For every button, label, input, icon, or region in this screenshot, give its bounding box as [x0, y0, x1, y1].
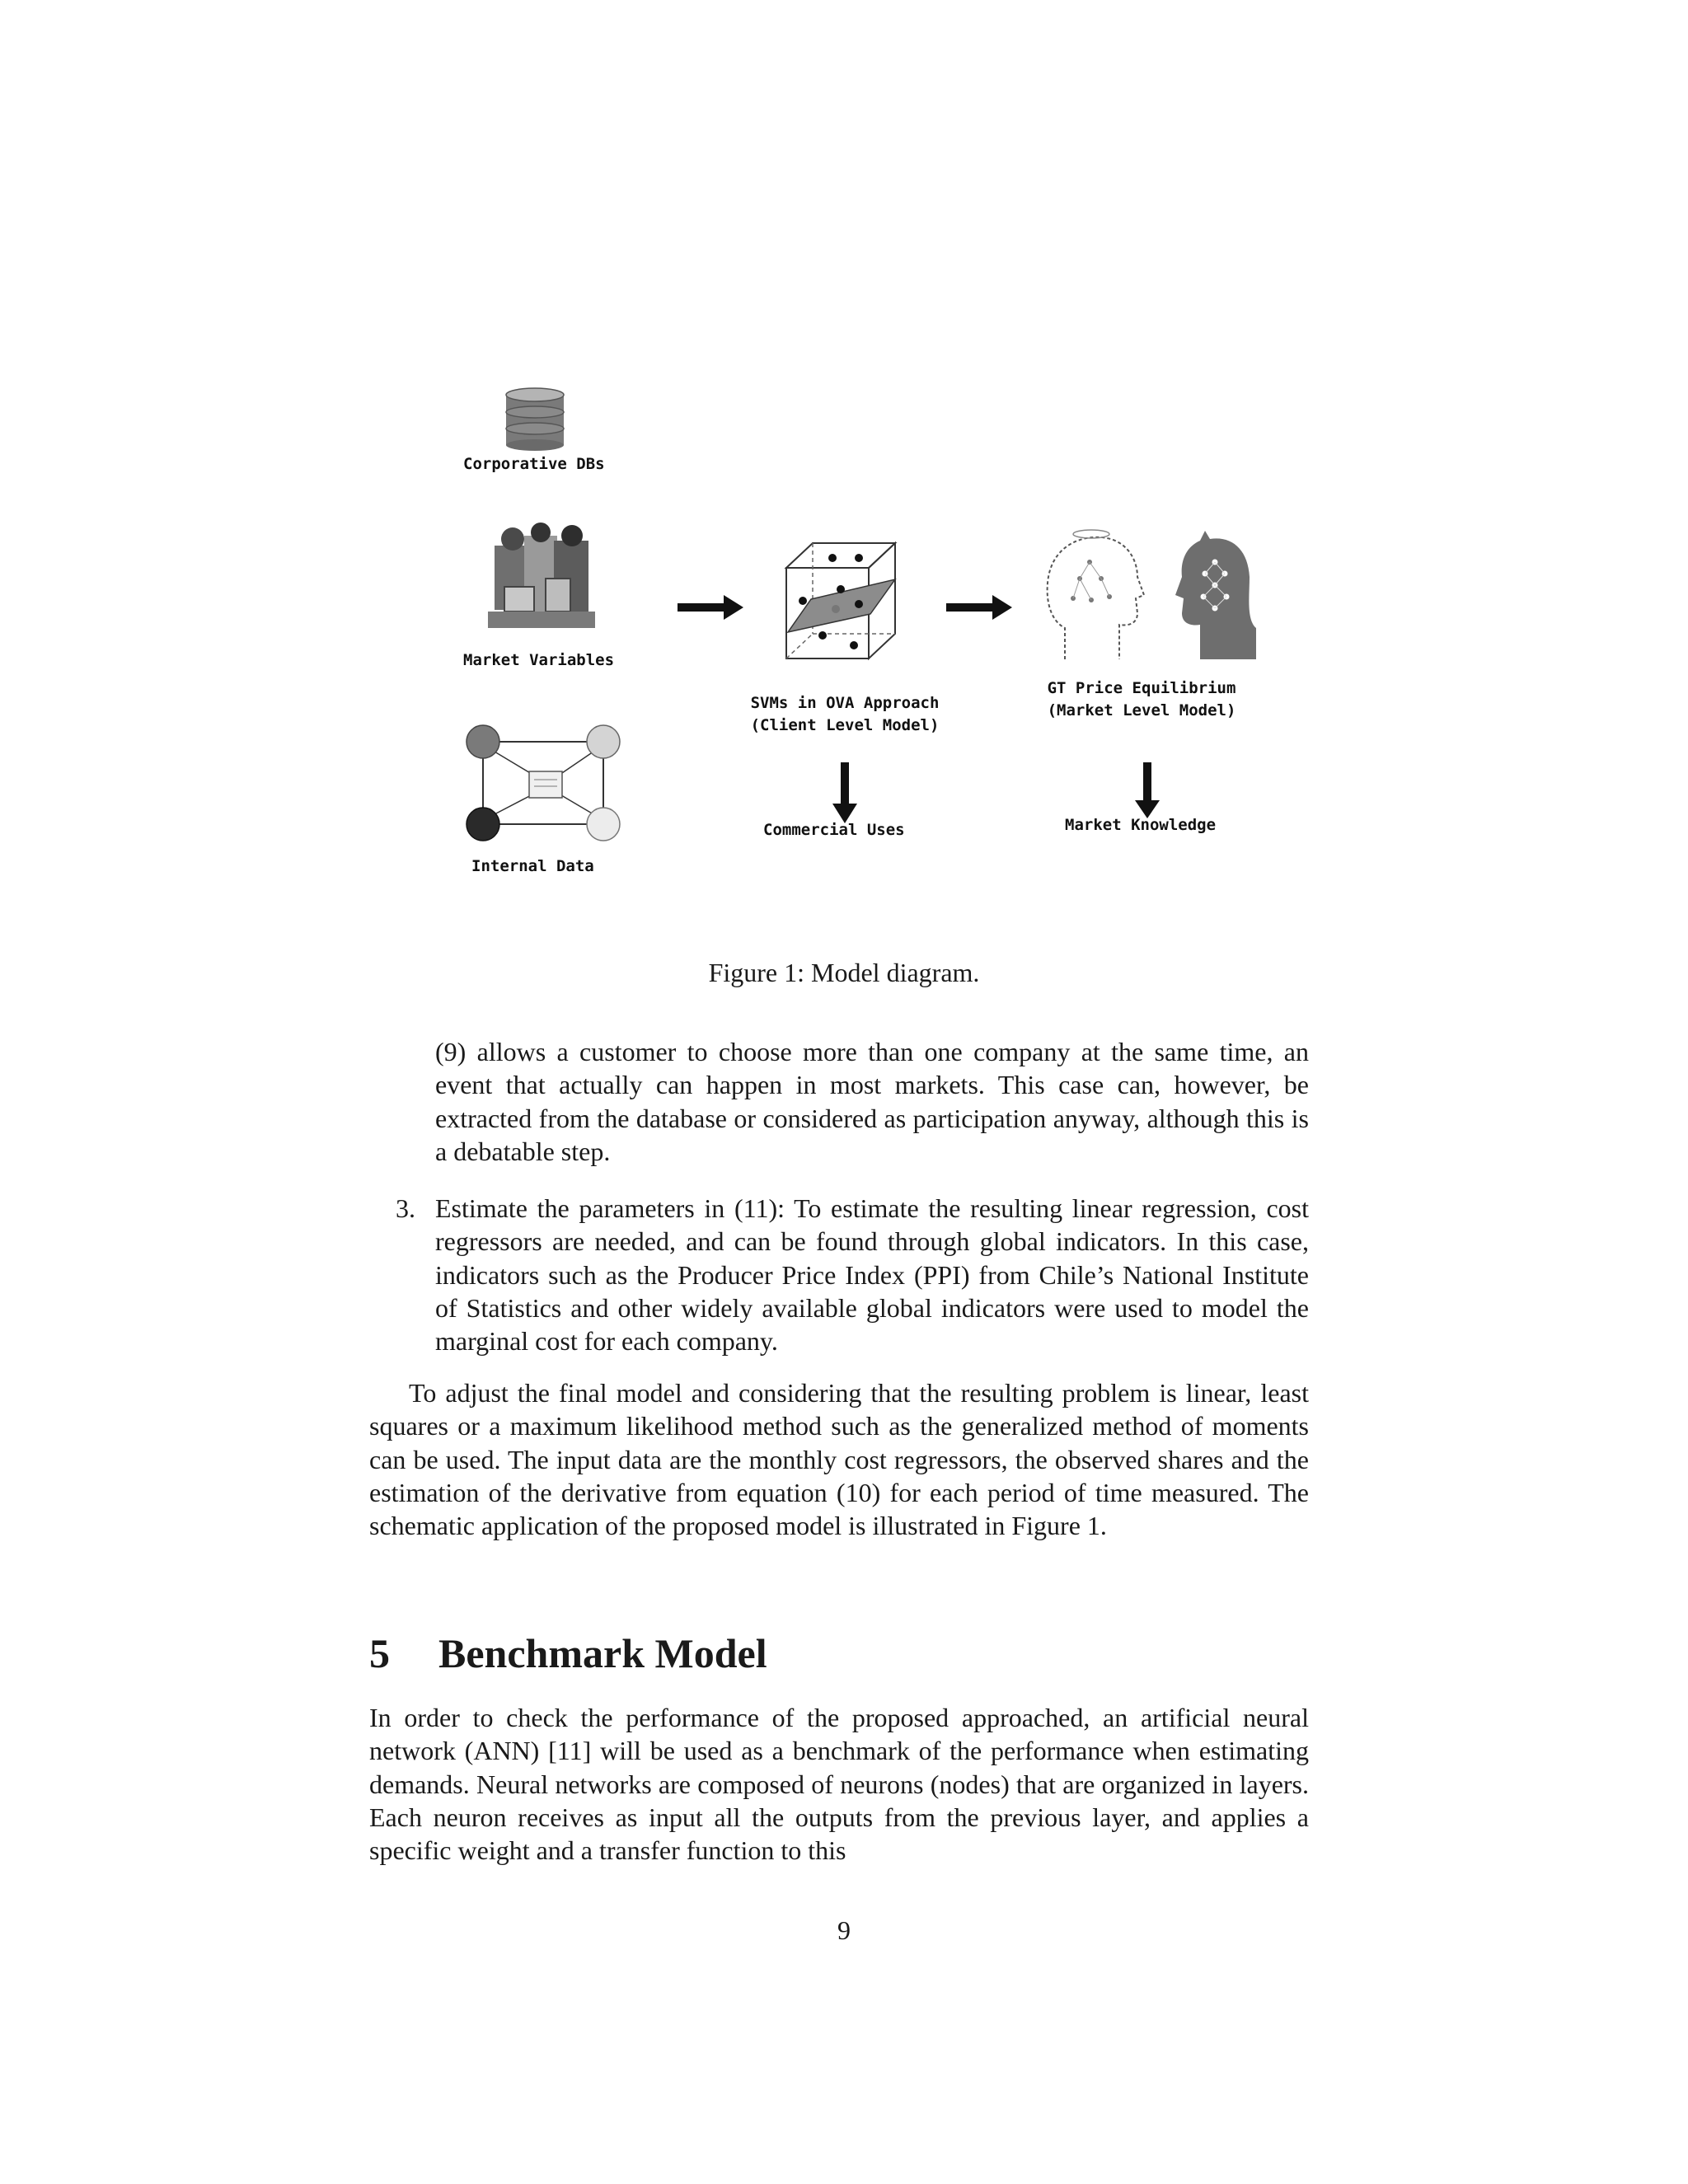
- paragraph-continuation: (9) allows a customer to choose more than one company at the same time, an event that actually can happen in most markets. This case can, however, be extracted from the database or considered as participation anyway, although this is a debatable step.: [435, 1037, 1309, 1166]
- label-svm-line1: SVMs in OVA Approach: [750, 694, 940, 712]
- database-icon: [504, 387, 565, 452]
- internal-data-diagram: [462, 717, 626, 849]
- label-svm-line2: (Client Level Model): [750, 716, 940, 734]
- section-number: 5: [369, 1630, 390, 1676]
- head-profiles-icon: [1040, 529, 1258, 661]
- section-heading: [369, 1629, 767, 1677]
- paragraph-adjust: To adjust the final model and considering that the resulting problem is linear, least squares or a maximum likelihood method such as the generalized method of moments can be used. The input data are the monthly cost regressors, the observed shares and the estimation of the derivative from equation (10) for each period of time measured. The schematic application of the proposed model is illustrated in Figure 1.: [369, 1378, 1309, 1541]
- market-variables-photo: [488, 521, 595, 628]
- svm-cube-diagram: [783, 540, 915, 663]
- section-title: Benchmark Model: [438, 1630, 767, 1676]
- arrow-down-icon: [1135, 762, 1160, 818]
- arrow-right-icon: [678, 595, 743, 620]
- arrow-right-icon: [946, 595, 1012, 620]
- paragraph-benchmark: In order to check the performance of the proposed approached, an artificial neural network (ANN) [11] will be used as a benchmark of the performance when estimating demands. Neural networks are composed of neurons (nodes) that are organized in layers. Each neuron receives as input all the outputs from the previous layer, and applies a specific weight and a transfer function to this: [369, 1703, 1309, 1866]
- figure-caption: Figure 1: Model diagram.: [708, 958, 980, 987]
- label-market-variables: Market Variables: [463, 651, 615, 669]
- label-gt-line2: (Market Level Model): [1047, 701, 1236, 719]
- page-number: 9: [837, 1915, 851, 1945]
- label-gt-equilibrium: [1022, 677, 1261, 722]
- list-item-number: 3.: [396, 1193, 415, 1223]
- arrow-down-icon: [832, 762, 857, 823]
- label-svm-approach: [725, 692, 964, 737]
- label-market-knowledge: Market Knowledge: [1065, 816, 1217, 834]
- label-internal-data: Internal Data: [471, 857, 594, 875]
- list-item-text: Estimate the parameters in (11): To estimate the resulting linear regression, cost regressors are needed, and can be found through global indicators. In this case, indicators such as the Producer Price Index (PPI) from Chile’s National Institute of Statistics and other widely available global indicators were used to model the marginal cost for each company.: [435, 1193, 1309, 1357]
- label-gt-line1: GT Price Equilibrium: [1047, 679, 1236, 697]
- label-corporative-dbs: Corporative DBs: [463, 455, 605, 473]
- label-commercial-uses: Commercial Uses: [763, 821, 905, 839]
